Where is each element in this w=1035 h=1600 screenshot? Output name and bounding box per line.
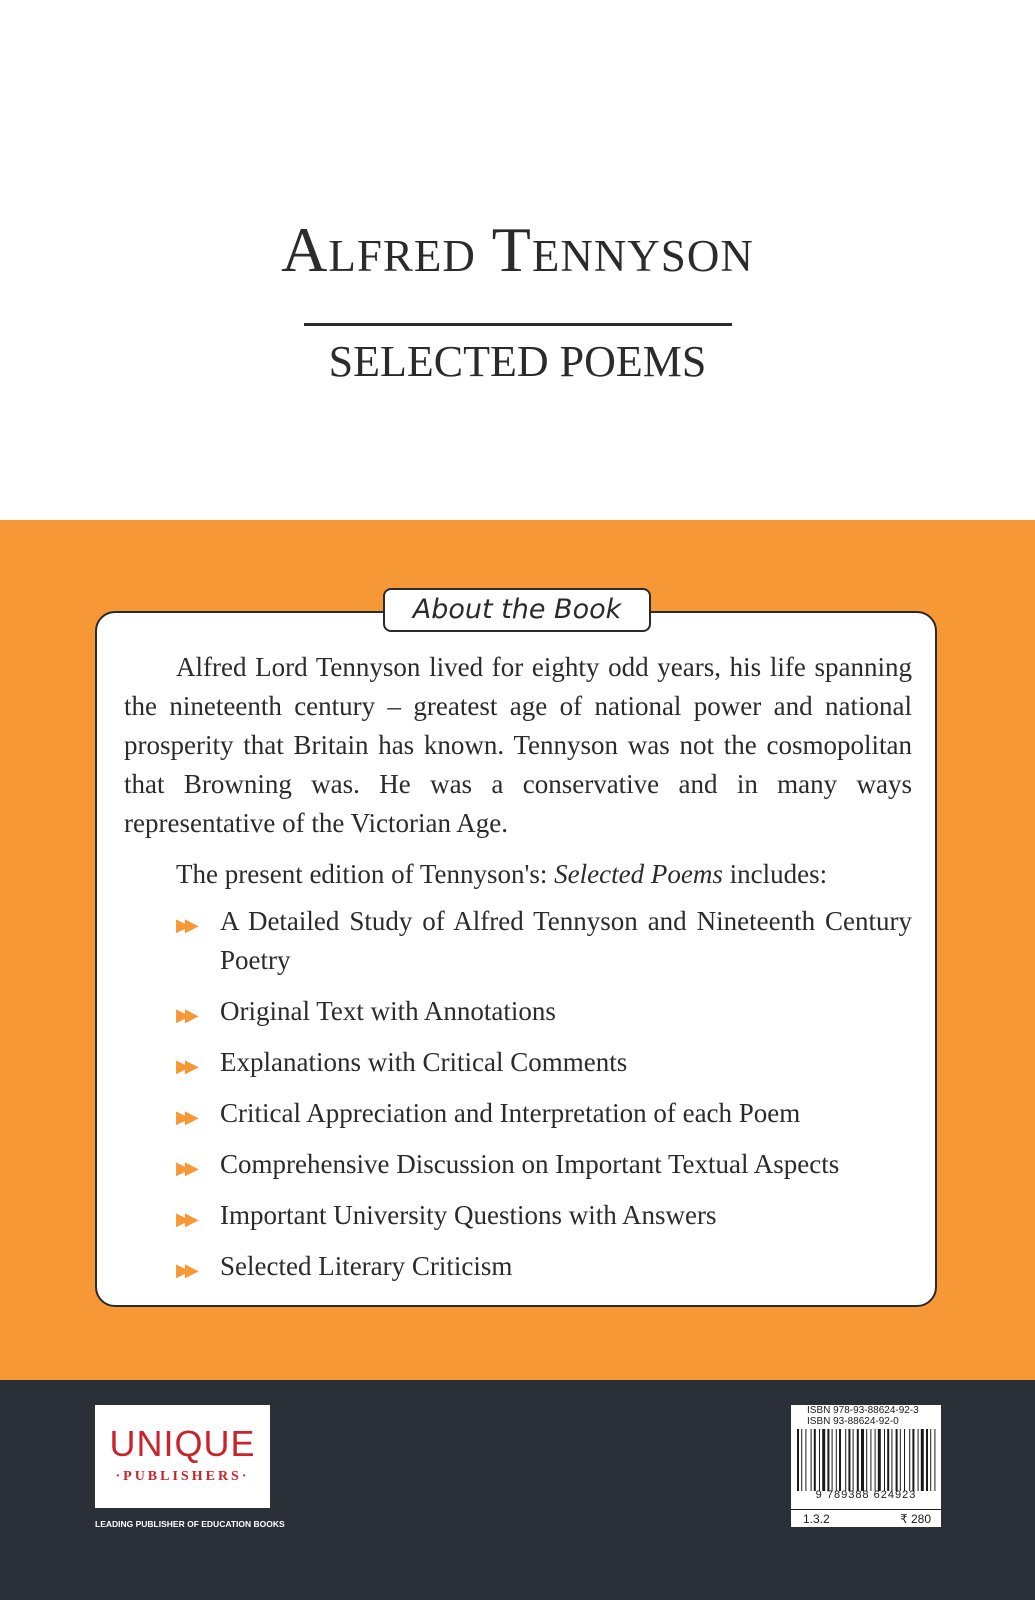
publisher-logo [95, 1405, 270, 1508]
list-item [124, 992, 912, 1031]
double-chevron-right-icon: ▶▶ [176, 1260, 194, 1281]
list-item-text: Explanations with Critical Comments [220, 1047, 628, 1077]
about-paragraph: Alfred Lord Tennyson lived for eighty odd years, his life spanning the nineteenth century – greatest age of national power and national prosperity that Britain has known. Tennyson was not the cosmopolitan that Browning was. He was a conservative and in many ways representative of the Victorian Age. [124, 652, 912, 838]
print-code: 1.3.2 [803, 1512, 830, 1526]
intro-italic: Selected Poems [554, 859, 723, 889]
barcode-bars [795, 1429, 937, 1491]
about-heading: About the Book [383, 588, 651, 632]
about-intro [176, 855, 912, 894]
double-chevron-right-icon: ▶▶ [176, 1209, 194, 1230]
list-item-text: Comprehensive Discussion on Important Textual Aspects [220, 1149, 840, 1179]
logo-subtitle: ·PUBLISHERS· [115, 1469, 250, 1484]
list-item [124, 1145, 912, 1184]
logo-wordmark: UNIQUE [109, 1423, 256, 1464]
publisher-tagline: LEADING PUBLISHER OF EDUCATION BOOKS [95, 1519, 285, 1529]
list-item-text: Original Text with Annotations [220, 996, 556, 1026]
title-divider [304, 323, 732, 326]
intro-before: The present edition of Tennyson's: [176, 859, 555, 889]
isbn-10: ISBN 93-88624-92-0 [807, 1416, 899, 1427]
book-title: Alfred Tennyson [281, 214, 754, 285]
double-chevron-right-icon: ▶▶ [176, 915, 194, 936]
double-chevron-right-icon: ▶▶ [176, 1056, 194, 1077]
list-item-text: Selected Literary Criticism [220, 1251, 513, 1281]
isbn-13: ISBN 978-93-88624-92-3 [807, 1405, 919, 1416]
price: ₹ 280 [900, 1512, 931, 1526]
book-subtitle: SELECTED POEMS [328, 337, 707, 386]
list-item [124, 1094, 912, 1133]
barcode-meta [791, 1509, 941, 1528]
list-item-text: Critical Appreciation and Interpretation of each Poem [220, 1098, 801, 1128]
intro-after: includes: [722, 859, 828, 889]
features-list [124, 902, 912, 1286]
isbn-barcode [791, 1405, 941, 1527]
double-chevron-right-icon: ▶▶ [176, 1158, 194, 1179]
list-item [124, 1247, 912, 1286]
list-item-text: Important University Questions with Answers [220, 1200, 717, 1230]
about-text [124, 648, 912, 1298]
list-item-text: A Detailed Study of Alfred Tennyson and Nineteenth Century Poetry [220, 906, 912, 975]
list-item [124, 902, 912, 980]
list-item [124, 1043, 912, 1082]
double-chevron-right-icon: ▶▶ [176, 1107, 194, 1128]
barcode-digits: 9 789388 624923 [815, 1489, 917, 1501]
list-item [124, 1196, 912, 1235]
double-chevron-right-icon: ▶▶ [176, 1005, 194, 1026]
